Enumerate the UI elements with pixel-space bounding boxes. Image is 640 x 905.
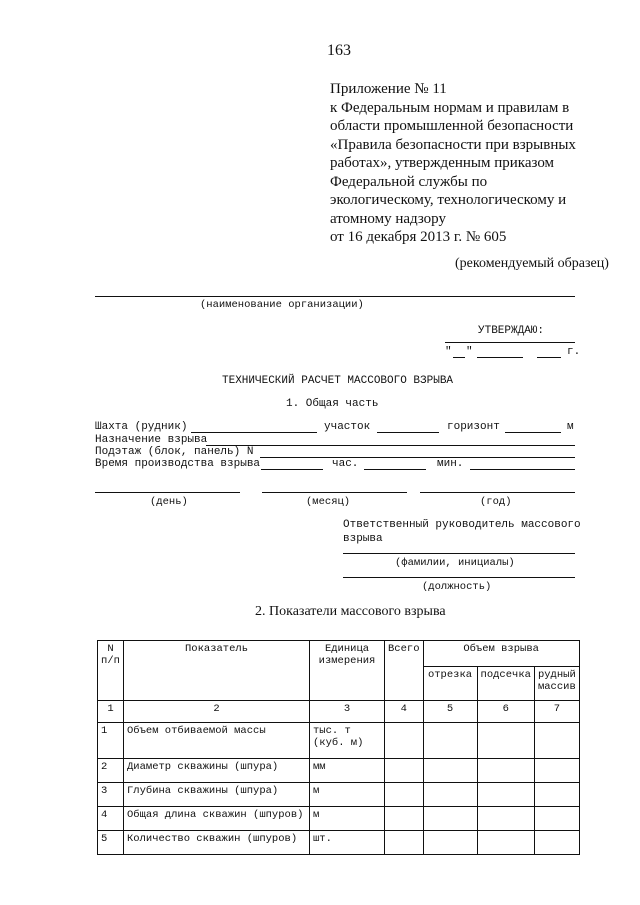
day-caption: (день) <box>150 496 188 508</box>
name-input-line[interactable] <box>343 553 575 554</box>
row-unit: мм <box>310 759 385 783</box>
appendix-line: Федеральной службы по <box>330 173 488 190</box>
header-volume: Объем взрыва <box>423 641 579 667</box>
appendix-line: «Правила безопасности при взрывных <box>330 136 576 153</box>
horizon-input-line[interactable] <box>505 432 561 433</box>
approve-label: УТВЕРЖДАЮ: <box>478 325 545 337</box>
col-number: 5 <box>423 701 477 723</box>
header-total: Всего <box>385 641 424 701</box>
day-input-line[interactable] <box>95 492 240 493</box>
cell-ore[interactable] <box>534 807 579 831</box>
purpose-input-line[interactable] <box>206 445 575 446</box>
site-input-line[interactable] <box>377 432 439 433</box>
year-input-line[interactable] <box>420 492 575 493</box>
table-row <box>98 783 580 807</box>
row-name: Количество скважин (шпуров) <box>124 831 310 855</box>
hours-label: час. <box>332 458 359 470</box>
sample-note: (рекомендуемый образец) <box>455 256 609 271</box>
section2-title: 2. Показатели массового взрыва <box>255 604 446 619</box>
position-input-line[interactable] <box>343 577 575 578</box>
table-row <box>98 759 580 783</box>
cell-undercut[interactable] <box>477 783 534 807</box>
col-number: 1 <box>98 701 124 723</box>
row-num: 3 <box>98 783 124 807</box>
row-name: Диаметр скважины (шпура) <box>124 759 310 783</box>
cell-ore[interactable] <box>534 831 579 855</box>
row-unit: тыс. т (куб. м) <box>310 723 385 759</box>
row-num: 2 <box>98 759 124 783</box>
cell-cut[interactable] <box>423 807 477 831</box>
horizon-label: горизонт <box>447 421 500 433</box>
row-num: 4 <box>98 807 124 831</box>
row-unit: м <box>310 783 385 807</box>
year-caption: (год) <box>480 496 512 508</box>
cell-cut[interactable] <box>423 759 477 783</box>
appendix-line: экологическому, технологическому и <box>330 192 567 208</box>
row-name: Общая длина скважин (шпуров) <box>124 807 310 831</box>
approve-quote-open: " <box>445 346 452 358</box>
cell-total[interactable] <box>385 783 424 807</box>
responsible-line: Ответственный руководитель массового <box>343 519 581 531</box>
header-sub-cut: отрезка <box>423 667 477 701</box>
section1-title: 1. Общая часть <box>286 398 379 410</box>
cell-cut[interactable] <box>423 783 477 807</box>
mine-input-line[interactable] <box>191 432 317 433</box>
appendix-line: работах», утвержденным приказом <box>330 155 555 171</box>
approve-month-line <box>477 357 523 358</box>
col-number: 4 <box>385 701 424 723</box>
cell-cut[interactable] <box>423 723 477 759</box>
document-title: ТЕХНИЧЕСКИЙ РАСЧЕТ МАССОВОГО ВЗРЫВА <box>222 375 454 387</box>
table-row <box>98 831 580 855</box>
approve-year-suffix: г. <box>567 346 581 358</box>
appendix-line: области промышленной безопасности <box>330 118 574 134</box>
row-unit: шт. <box>310 831 385 855</box>
sublevel-label: Подэтаж (блок, панель) N <box>95 446 254 458</box>
row-num: 5 <box>98 831 124 855</box>
org-name-line <box>95 296 575 297</box>
appendix-reference <box>330 80 630 247</box>
cell-ore[interactable] <box>534 723 579 759</box>
month-caption: (месяц) <box>306 496 351 508</box>
approve-day-line <box>453 357 465 358</box>
responsible-label <box>343 518 581 546</box>
appendix-line: к Федеральным нормам и правилам в <box>330 99 570 116</box>
cell-total[interactable] <box>385 807 424 831</box>
table-row <box>98 807 580 831</box>
row-unit: м <box>310 807 385 831</box>
header-sub-ore: рудный массив <box>534 667 579 701</box>
col-number: 3 <box>310 701 385 723</box>
cell-undercut[interactable] <box>477 723 534 759</box>
minutes-label: мин. <box>437 458 464 470</box>
col-number: 7 <box>534 701 579 723</box>
hours-input-line[interactable] <box>261 469 323 470</box>
approve-quote-close: " <box>466 346 473 358</box>
indicators-table <box>97 640 580 855</box>
minutes-input-line[interactable] <box>364 469 426 470</box>
header-num: N п/п <box>98 641 124 701</box>
appendix-line: от 16 декабря 2013 г. № 605 <box>330 229 507 245</box>
purpose-label: Назначение взрыва <box>95 434 208 446</box>
appendix-line: атомному надзору <box>330 210 446 227</box>
time-label: Время производства взрыва <box>95 458 261 470</box>
approve-signature-line <box>445 342 575 343</box>
cell-total[interactable] <box>385 723 424 759</box>
col-number: 6 <box>477 701 534 723</box>
table-row <box>98 723 580 759</box>
month-input-line[interactable] <box>262 492 407 493</box>
header-sub-undercut: подсечка <box>477 667 534 701</box>
org-caption: (наименование организации) <box>200 299 364 311</box>
cell-total[interactable] <box>385 759 424 783</box>
row-num: 1 <box>98 723 124 759</box>
page-number: 163 <box>327 42 351 59</box>
site-label: участок <box>324 421 371 433</box>
cell-total[interactable] <box>385 831 424 855</box>
name-caption: (фамилии, инициалы) <box>395 557 515 569</box>
row-name: Объем отбиваемой массы <box>124 723 310 759</box>
cell-ore[interactable] <box>534 783 579 807</box>
position-caption: (должность) <box>422 581 492 593</box>
header-unit: Единица измерения <box>310 641 385 701</box>
row-name: Глубина скважины (шпура) <box>124 783 310 807</box>
horizon-unit: м <box>567 421 574 433</box>
cell-ore[interactable] <box>534 759 579 783</box>
col-number: 2 <box>124 701 310 723</box>
responsible-line: взрыва <box>343 533 383 545</box>
time-rest-line[interactable] <box>470 469 575 470</box>
cell-undercut[interactable] <box>477 807 534 831</box>
sublevel-input-line[interactable] <box>260 457 575 458</box>
cell-undercut[interactable] <box>477 759 534 783</box>
cell-cut[interactable] <box>423 831 477 855</box>
approve-year-line <box>537 357 561 358</box>
mine-label: Шахта (рудник) <box>95 421 188 433</box>
appendix-line: Приложение № 11 <box>330 81 447 97</box>
cell-undercut[interactable] <box>477 831 534 855</box>
header-indicator: Показатель <box>124 641 310 701</box>
